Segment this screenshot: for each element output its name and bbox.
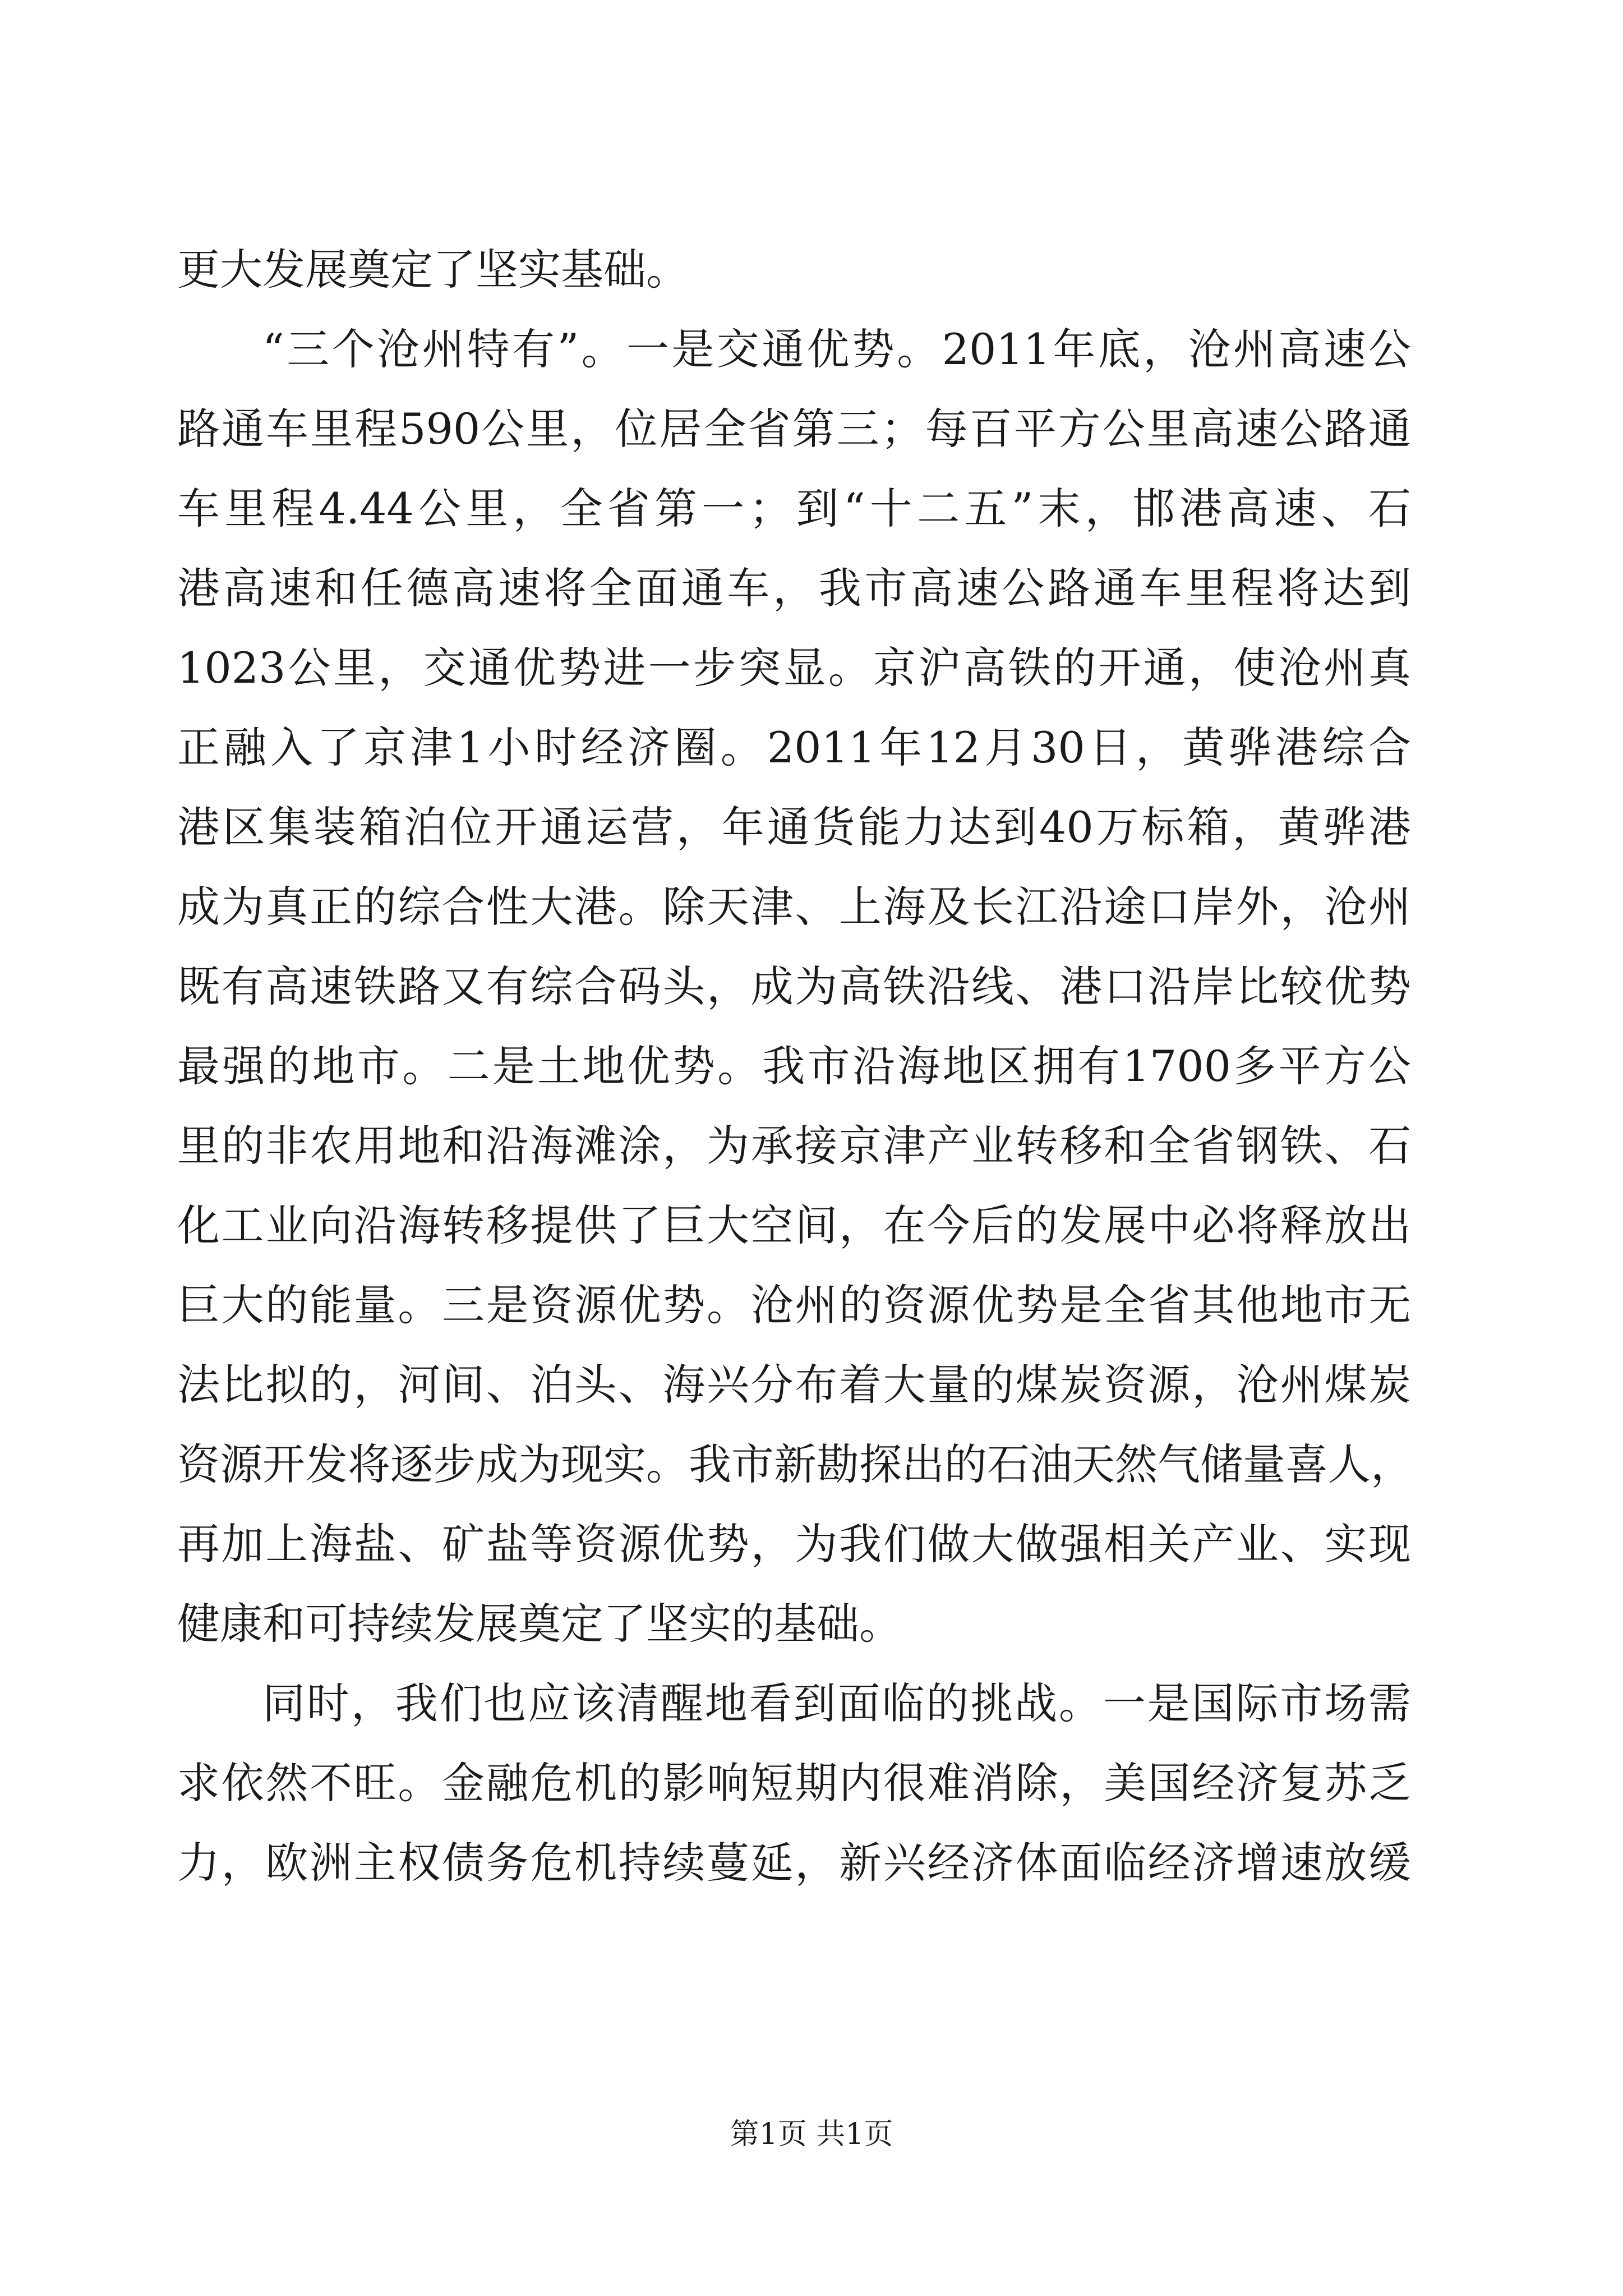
text-line: 更大发展奠定了坚实基础。 [177,245,689,295]
text-line: 既有高速铁路又有综合码头，成为高铁沿线、港口沿岸比较优势 [177,961,1411,1011]
text-line: 路通车里程590公里，位居全省第三；每百平方公里高速公路通 [177,404,1411,454]
text-line: 正融入了京津1小时经济圈。2011年12月30日，黄骅港综合 [177,723,1411,772]
text-line: 最强的地市。二是土地优势。我市沿海地区拥有1700多平方公 [177,1041,1411,1091]
text-line: 求依然不旺。金融危机的影响短期内很难消除，美国经济复苏乏 [177,1758,1411,1808]
text-line: 车里程4.44公里，全省第一；到“十二五”末，邯港高速、石 [177,484,1411,533]
text-line: 里的非农用地和沿海滩涂，为承接京津产业转移和全省钢铁、石 [177,1121,1411,1171]
text-line: 巨大的能量。三是资源优势。沧州的资源优势是全省其他地市无 [177,1280,1411,1330]
text-line: 资源开发将逐步成为现实。我市新勘探出的石油天然气储量喜人， [177,1439,1413,1489]
document-body [177,230,1411,1903]
text-line: 港高速和任德高速将全面通车，我市高速公路通车里程将达到 [177,563,1411,613]
text-line: 再加上海盐、矿盐等资源优势，为我们做大做强相关产业、实现 [177,1519,1411,1569]
text-line: 成为真正的综合性大港。除天津、上海及长江沿途口岸外，沧州 [177,882,1411,932]
text-line: 化工业向沿海转移提供了巨大空间，在今后的发展中必将释放出 [177,1200,1411,1250]
text-line: 法比拟的，河间、泊头、海兴分布着大量的煤炭资源，沧州煤炭 [177,1360,1411,1410]
text-line: 健康和可持续发展奠定了坚实的基础。 [177,1599,902,1649]
text-line: 1023公里，交通优势进一步突显。京沪高铁的开通，使沧州真 [177,643,1411,693]
text-line: 港区集装箱泊位开通运营，年通货能力达到40万标箱，黄骅港 [177,802,1411,852]
page-number-footer: 第1页 共1页 [730,2118,893,2151]
text-line: “三个沧州特有”。一是交通优势。2011年底，沧州高速公 [262,324,1411,374]
text-line: 力，欧洲主权债务危机持续蔓延，新兴经济体面临经济增速放缓 [177,1838,1411,1888]
text-line: 同时，我们也应该清醒地看到面临的挑战。一是国际市场需 [262,1678,1411,1728]
